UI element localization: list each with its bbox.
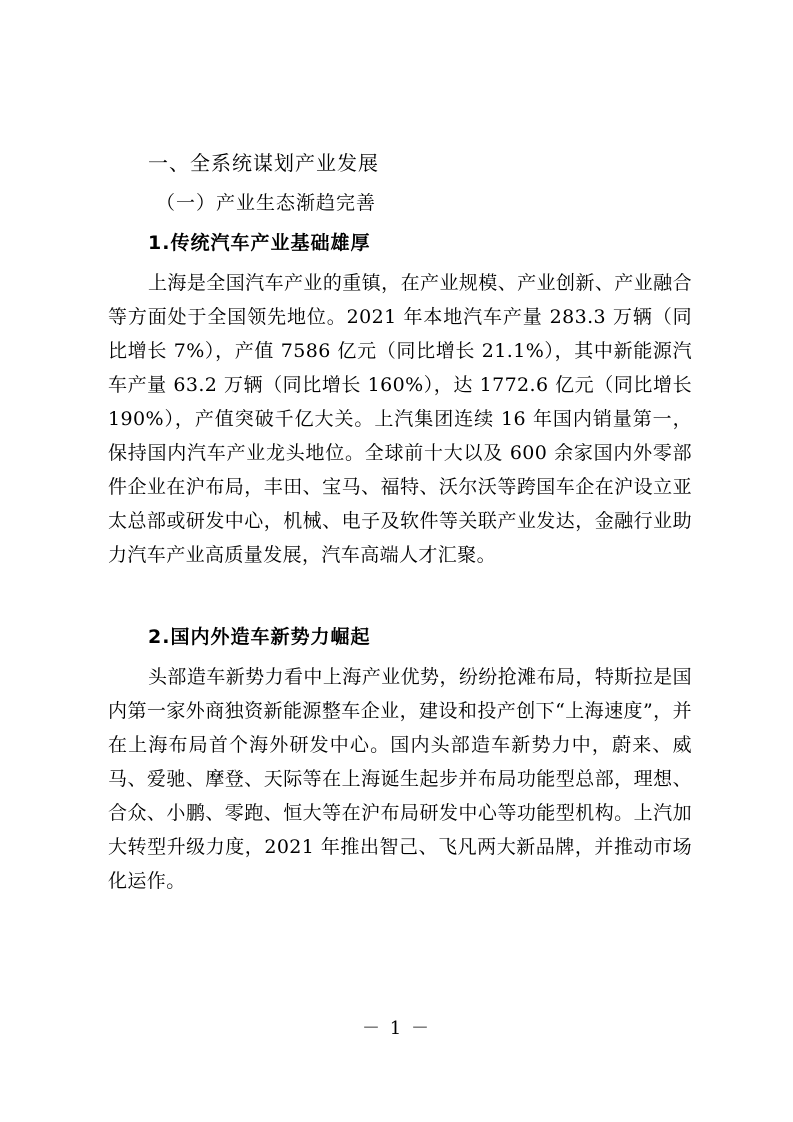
paragraph-new-automakers-rise: 头部造车新势力看中上海产业优势，纷纷抢滩布局，特斯拉是国内第一家外商独资新能源整车企业，建设和投产创下“上海速度”，并在上海布局首个海外研发中心。国内头部造车新势力中，蔚来、威马、爱驰、摩登、天际等在上海诞生起步并布局功能型总部，理想、合众、小鹏、零跑、恒大等在沪布局研发中心等功能型机构。上汽加大转型升级力度，2021 年推出智己、飞凡两大新品牌，并推动市场化运作。: [108, 666, 692, 892]
paragraph-traditional-auto-industry: 上海是全国汽车产业的重镇，在产业规模、产业创新、产业融合等方面处于全国领先地位。2021 年本地汽车产量 283.3 万辆（同比增长 7%），产值 7586 亿元（同比增长 21.1%），其中新能源汽车产量 63.2 万辆（同比增长 160%），达 1772.6 亿元（同比增长 190%），产值突破千亿大关。上汽集团连续 16 年国内销量第一，保持国内汽车产业龙头地位。全球前十大以及 600 余家国内外零部件企业在沪布局，丰田、宝马、福特、沃尔沃等跨国车企在沪设立亚太总部或研发中心，机械、电子及软件等关联产业发达，金融行业助力汽车产业高质量发展，汽车高端人才汇聚。: [108, 272, 692, 566]
heading-new-automakers-rise: 2.国内外造车新势力崛起: [148, 626, 371, 648]
section-heading: 一、全系统谋划产业发展: [148, 151, 379, 175]
heading-traditional-auto-industry: 1.传统汽车产业基础雄厚: [148, 232, 371, 254]
subsection-heading: （一）产业生态渐趋完善: [156, 192, 377, 214]
page-number: － 1 －: [362, 1018, 431, 1039]
